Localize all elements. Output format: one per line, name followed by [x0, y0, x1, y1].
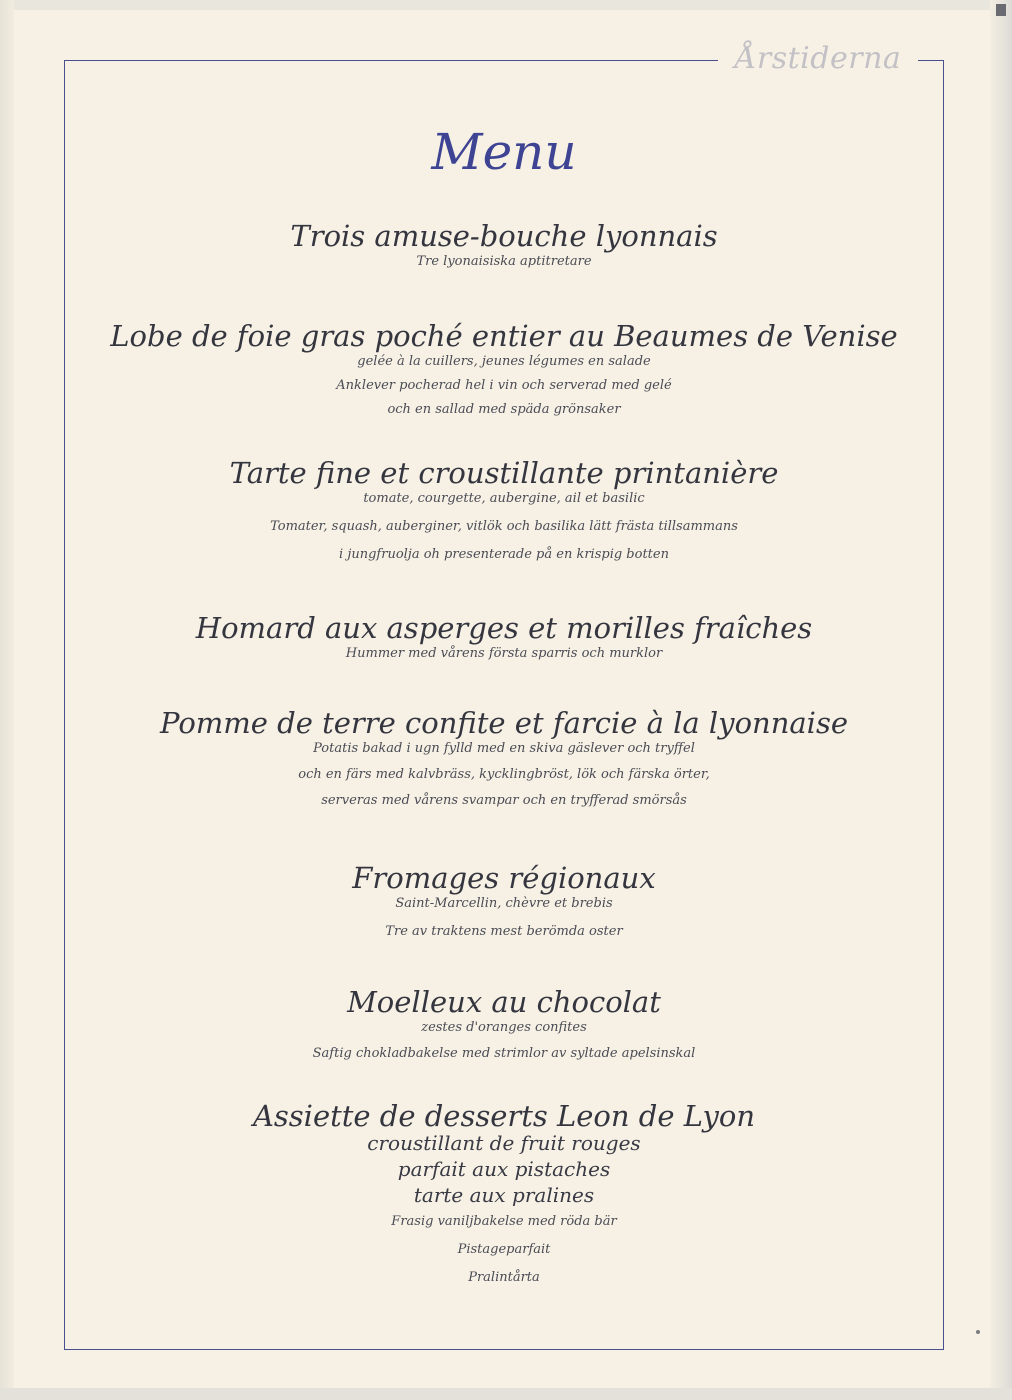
course-description: Potatis bakad i ugn fylld med en skiva gäslever och tryffel [313, 741, 695, 756]
brand-name: Årstiderna [718, 41, 918, 77]
course-description: zestes d'oranges confites [421, 1020, 587, 1035]
course-title: Pomme de terre confite et farcie à la lyonnaise [160, 706, 848, 740]
menu-title: Menu [431, 123, 577, 181]
corner-mark [996, 4, 1006, 16]
course-pomme-de-terre [64, 705, 944, 813]
course-assiette-desserts [64, 1098, 944, 1290]
course-title: Tarte fine et croustillante printanière [229, 456, 779, 490]
course-subtitle: parfait aux pistaches [397, 1157, 611, 1181]
course-description: Tre lyonaisiska aptitretare [416, 254, 592, 269]
course-moelleux [64, 984, 944, 1066]
course-description: Saint-Marcellin, chèvre et brebis [395, 896, 613, 911]
paper-edge-left [0, 0, 14, 1400]
course-description: Pistageparfait [457, 1242, 551, 1257]
course-description: tomate, courgette, aubergine, ail et basilic [363, 491, 645, 506]
course-description: Tre av traktens mest berömda oster [385, 924, 623, 939]
course-title: Trois amuse-bouche lyonnais [290, 219, 718, 253]
paper-edge-top [0, 0, 1012, 10]
course-title: Homard aux asperges et morilles fraîches [195, 611, 813, 645]
course-description: och en sallad med späda grönsaker [387, 402, 621, 417]
course-amuse-bouche [64, 218, 944, 274]
course-title: Assiette de desserts Leon de Lyon [252, 1099, 756, 1133]
paper-edge-right [990, 0, 1012, 1400]
course-tarte-fine [64, 455, 944, 567]
course-fromages [64, 860, 944, 944]
course-description: Hummer med vårens första sparris och murklor [345, 646, 663, 661]
course-foie-gras [64, 318, 944, 422]
course-description: i jungfruolja oh presenterade på en krispig botten [339, 547, 669, 562]
course-description: Pralintårta [468, 1270, 540, 1285]
course-subtitle: croustillant de fruit rouges [367, 1131, 641, 1155]
course-homard [64, 610, 944, 666]
course-description: gelée à la cuillers, jeunes légumes en salade [357, 354, 651, 369]
course-title: Fromages régionaux [352, 861, 656, 895]
course-title: Lobe de foie gras poché entier au Beaumes de Venise [110, 319, 898, 353]
course-description: och en färs med kalvbräss, kycklingbröst, lök och färska örter, [298, 767, 710, 782]
course-subtitle: tarte aux pralines [413, 1183, 595, 1207]
course-description: Saftig chokladbakelse med strimlor av syltade apelsinskal [312, 1046, 696, 1061]
course-description: Frasig vaniljbakelse med röda bär [391, 1214, 617, 1229]
paper-edge-bottom [0, 1388, 1012, 1400]
paper-speck [976, 1330, 980, 1334]
course-description: Tomater, squash, auberginer, vitlök och basilika lätt frästa tillsammans [270, 519, 738, 534]
course-description: serveras med vårens svampar och en tryfferad smörsås [321, 793, 687, 808]
course-title: Moelleux au chocolat [347, 985, 661, 1019]
course-description: Anklever pocherad hel i vin och serverad med gelé [336, 378, 672, 393]
